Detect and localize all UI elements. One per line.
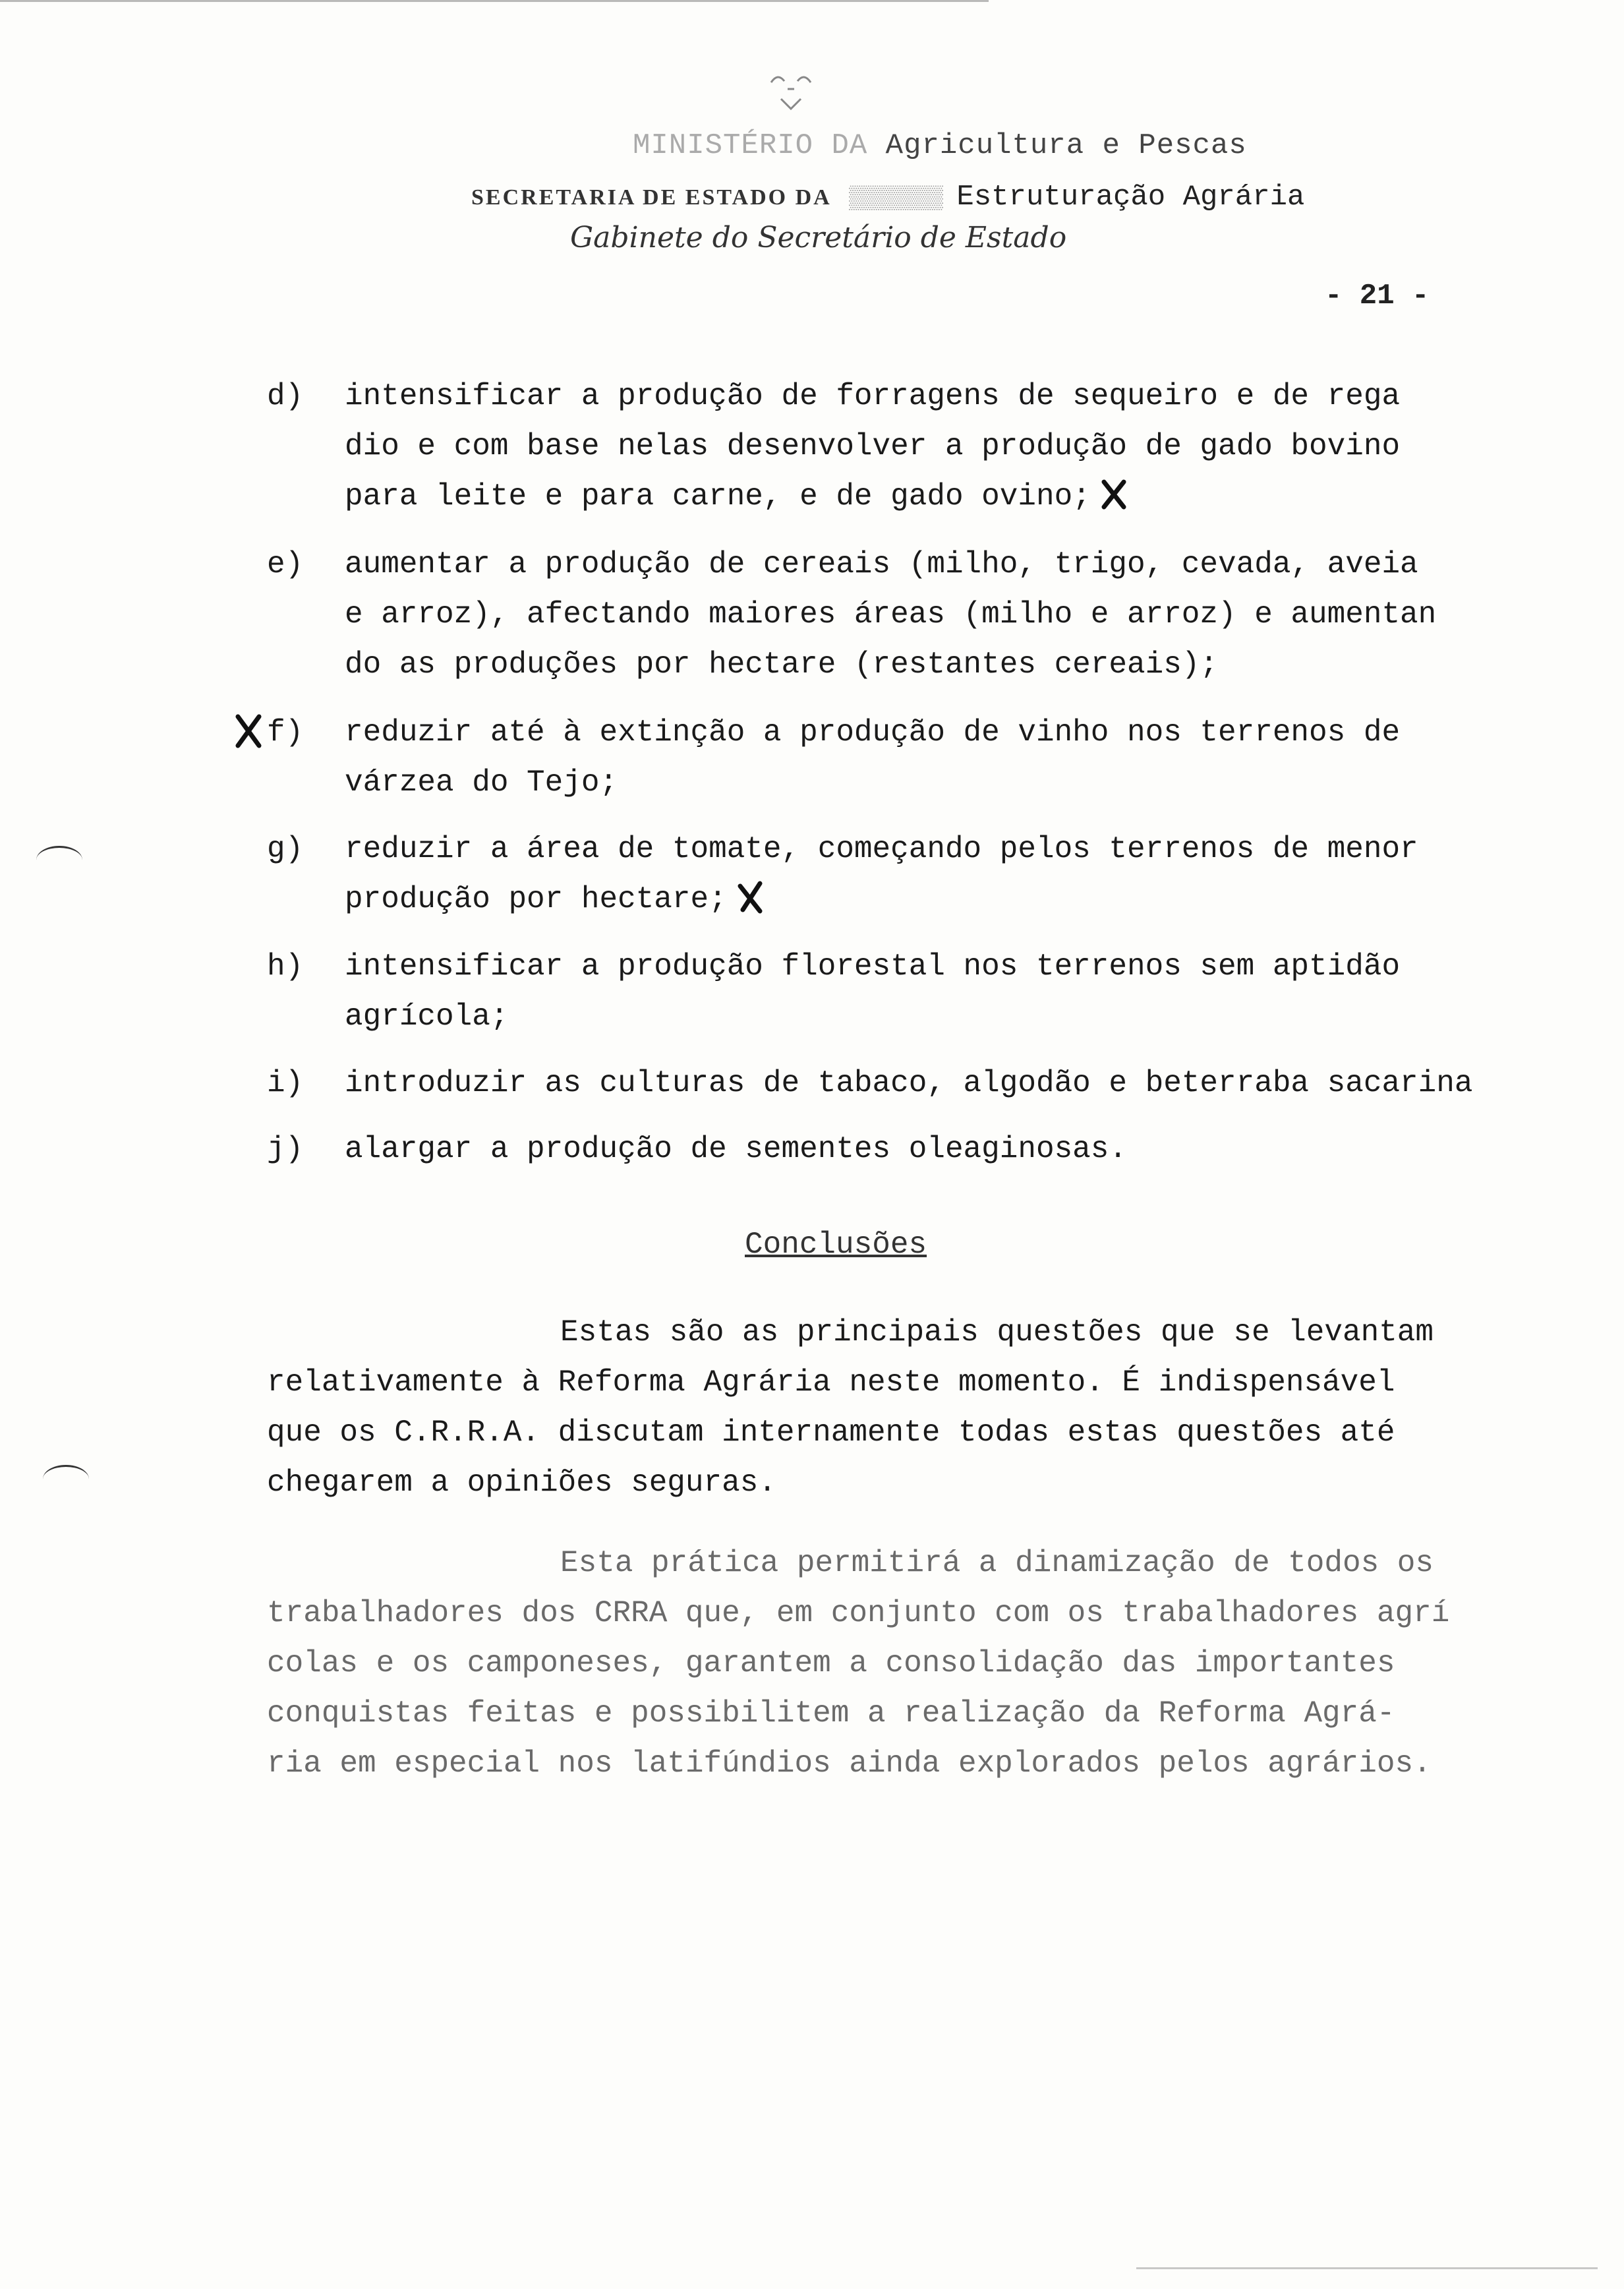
punch-hole-mark-upper xyxy=(36,846,82,874)
list-item-line: intensificar a produção de forragens de sequeiro e de rega xyxy=(345,379,1401,413)
list-item-line: intensificar a produção florestal nos terrenos sem aptidão xyxy=(345,949,1401,984)
list-item-line: alargar a produção de sementes oleaginosas. xyxy=(345,1132,1127,1166)
list-item-letter: j) xyxy=(267,1132,304,1166)
list-item-line: para leite e para carne, e de gado ovino; xyxy=(345,471,1597,521)
list-item-line: do as produções por hectare (restantes cereais); xyxy=(345,647,1219,682)
page-number: - 21 - xyxy=(1325,280,1430,312)
x-mark-icon xyxy=(1100,478,1128,511)
list-item-line: reduzir até à extinção a produção de vinho nos terrenos de xyxy=(345,715,1401,750)
scan-edge-top xyxy=(0,0,989,2)
list-item-line: e arroz), afectando maiores áreas (milho e arroz) e aumentan xyxy=(345,597,1437,632)
paragraph-line: que os C.R.R.A. discutam internamente todas estas questões até xyxy=(267,1415,1395,1450)
secretaria-line: SECRETARIA DE ESTADO DA ▒▒▒▒▒▒▒ Estruturação Agrária xyxy=(471,181,1305,214)
list-item-letter: h) xyxy=(267,949,304,984)
list-item-line: aumentar a produção de cereais (milho, trigo, cevada, aveia xyxy=(345,547,1418,581)
section-heading: Conclusões xyxy=(745,1228,927,1262)
list-item-letter: g) xyxy=(267,832,304,866)
paragraph-line: chegarem a opiniões seguras. xyxy=(267,1466,776,1500)
list-item-letter: d) xyxy=(267,379,304,413)
list-item-line: várzea do Tejo; xyxy=(345,765,618,800)
list-item-line: produção por hectare; xyxy=(345,874,1597,924)
conclusions-paragraph-2 xyxy=(267,1538,1592,1789)
paragraph-line: Esta prática permitirá a dinamização de todos os xyxy=(560,1546,1434,1580)
list-item-line: agrícola; xyxy=(345,999,509,1034)
x-mark-icon xyxy=(234,713,263,750)
list-item-line: introduzir as culturas de tabaco, algodão e beterraba sacarina xyxy=(345,1066,1473,1100)
paragraph-line: trabalhadores dos CRRA que, em conjunto com os trabalhadores agrí xyxy=(267,1596,1450,1630)
punch-hole-mark-lower xyxy=(43,1465,89,1493)
ministry-line: MINISTÉRIO DA Agricultura e Pescas xyxy=(633,129,1247,162)
paragraph-line: relativamente à Reforma Agrária neste momento. É indispensável xyxy=(267,1365,1395,1400)
paragraph-line: conquistas feitas e possibilitem a realização da Reforma Agrá- xyxy=(267,1696,1395,1731)
x-mark-icon xyxy=(736,881,764,914)
list-item-letter: i) xyxy=(267,1066,304,1100)
paragraph-line: colas e os camponeses, garantem a consolidação das importantes xyxy=(267,1646,1395,1680)
list-item-line: dio e com base nelas desenvolver a produção de gado bovino xyxy=(345,429,1401,463)
coat-of-arms-emblem xyxy=(765,69,817,115)
list-item-letter: f) xyxy=(267,715,304,750)
gabinete-line: Gabinete do Secretário de Estado xyxy=(570,221,1067,254)
conclusions-paragraph-1 xyxy=(267,1307,1552,1508)
list-item-line: reduzir a área de tomate, começando pelos terrenos de menor xyxy=(345,832,1418,866)
paragraph-line: Estas são as principais questões que se levantam xyxy=(560,1315,1434,1350)
paragraph-line: ria em especial nos latifúndios ainda explorados pelos agrários. xyxy=(267,1746,1432,1781)
scan-edge-bottom xyxy=(1136,2267,1598,2269)
list-item-letter: e) xyxy=(267,547,304,581)
